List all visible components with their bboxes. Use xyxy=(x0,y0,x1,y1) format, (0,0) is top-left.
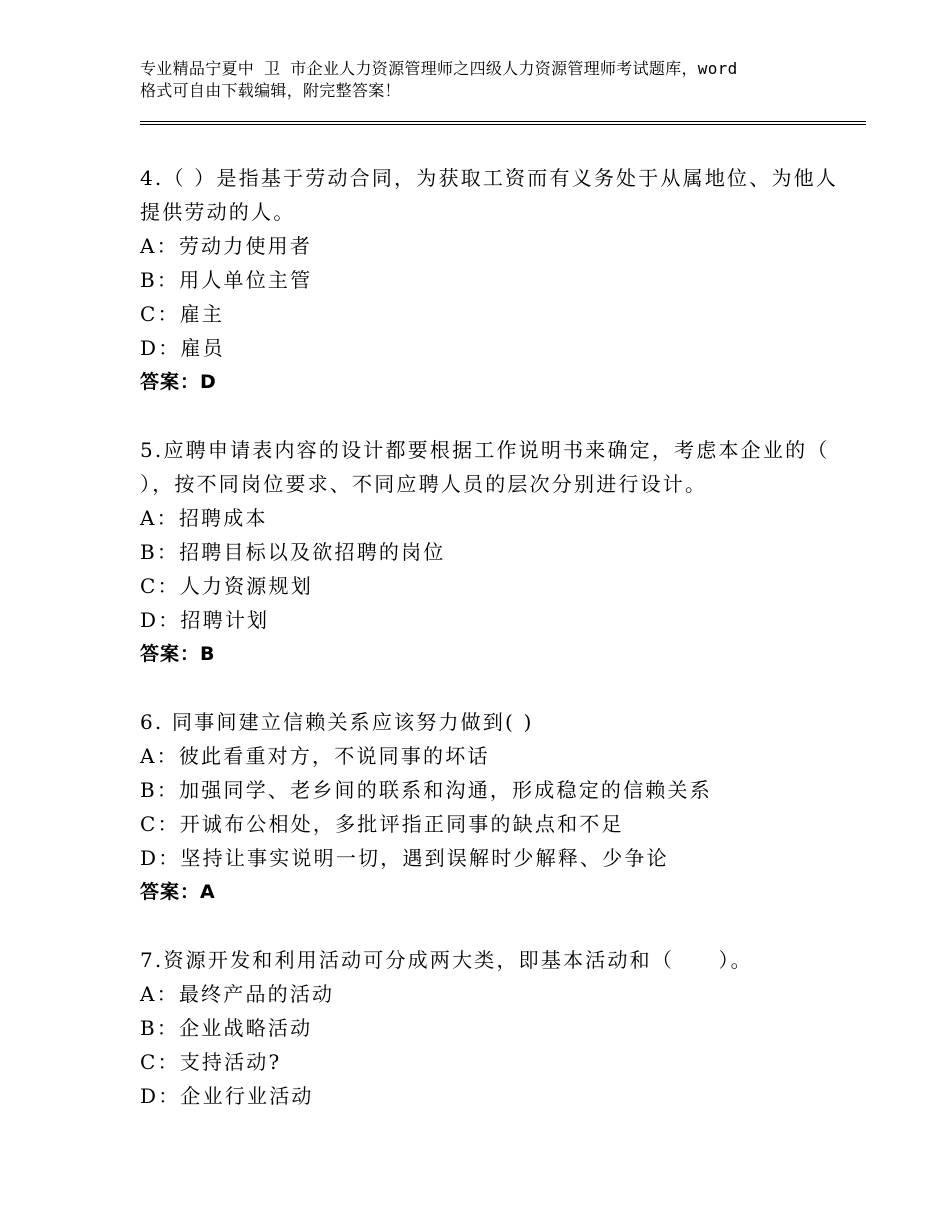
question-5 xyxy=(140,433,840,671)
option-c: C：雇主 xyxy=(140,302,225,326)
question-text: 5.应聘申请表内容的设计都要根据工作说明书来确定，考虑本企业的（ ），按不同岗位要求、不同应聘人员的层次分别进行设计。 xyxy=(140,438,830,496)
answer-label: 答案：A xyxy=(140,881,216,903)
answer-label: 答案：D xyxy=(140,371,217,393)
option-b: B：加强同学、老乡间的联系和沟通，形成稳定的信赖关系 xyxy=(140,778,712,802)
question-4 xyxy=(140,161,840,399)
option-d: D：招聘计划 xyxy=(140,608,270,632)
header-line-1: 专业精品宁夏中 卫 市企业人力资源管理师之四级人力资源管理师考试题库，word xyxy=(140,59,738,78)
option-a: A：最终产品的活动 xyxy=(140,982,335,1006)
option-b: B：招聘目标以及欲招聘的岗位 xyxy=(140,540,446,564)
question-list xyxy=(140,161,840,1147)
option-b: B：用人单位主管 xyxy=(140,268,313,292)
option-b: B：企业战略活动 xyxy=(140,1016,313,1040)
option-d: D：企业行业活动 xyxy=(140,1084,314,1108)
document-header xyxy=(140,58,840,102)
question-text: 7.资源开发和利用活动可分成两大类，即基本活动和（ ）。 xyxy=(140,948,753,972)
option-a: A：劳动力使用者 xyxy=(140,234,313,258)
option-d: D：坚持让事实说明一切，遇到误解时少解释、少争论 xyxy=(140,846,669,870)
question-7 xyxy=(140,943,840,1113)
answer-label: 答案：B xyxy=(140,643,216,665)
option-c: C：支持活动? xyxy=(140,1050,282,1074)
option-a: A：彼此看重对方，不说同事的坏话 xyxy=(140,744,490,768)
question-text: 4.（ ）是指基于劳动合同，为获取工资而有义务处于从属地位、为他人提供劳动的人。 xyxy=(140,166,839,224)
question-text: 6. 同事间建立信赖关系应该努力做到( ) xyxy=(140,710,534,734)
option-a: A：招聘成本 xyxy=(140,506,268,530)
option-d: D：雇员 xyxy=(140,336,225,360)
question-6 xyxy=(140,705,840,909)
header-line-2: 格式可自由下载编辑，附完整答案！ xyxy=(140,81,401,100)
option-c: C：人力资源规划 xyxy=(140,574,313,598)
header-divider xyxy=(140,121,866,125)
option-c: C：开诚布公相处，多批评指正同事的缺点和不足 xyxy=(140,812,624,836)
